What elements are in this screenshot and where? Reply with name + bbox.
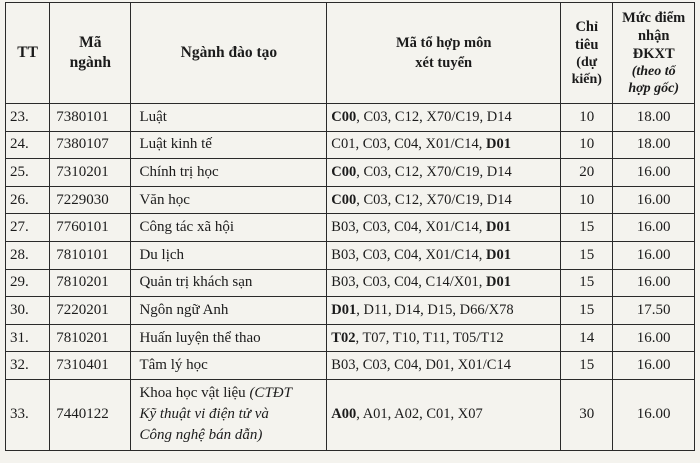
- cell-to-hop-part0: C01, C03, C04, X01/C14,: [331, 136, 486, 153]
- cell-to-hop-part0: B03, C03, C04, C14/X01,: [331, 274, 486, 291]
- cell-nganh-line1: [139, 383, 326, 404]
- cell-chi-tieu: 15: [561, 214, 613, 242]
- cell-to-hop-part0: A00: [331, 406, 357, 423]
- cell-nganh: Du lịch: [131, 241, 327, 269]
- cell-ma: 7380101: [50, 104, 131, 132]
- cell-nganh: Công tác xã hội: [131, 214, 327, 242]
- cell-tt: 23.: [6, 104, 50, 132]
- cell-muc-diem: 18.00: [613, 104, 695, 132]
- cell-chi-tieu: 15: [561, 241, 613, 269]
- cell-muc-diem: 16.00: [613, 379, 695, 450]
- table-row: [6, 352, 695, 380]
- cell-nganh-line1-text: Khoa học vật liệu: [139, 385, 250, 402]
- cell-muc-diem: 16.00: [613, 352, 695, 380]
- table-row: [6, 324, 695, 352]
- cell-tt: 33.: [6, 379, 50, 450]
- header-to-hop: [327, 3, 561, 104]
- table-row: [6, 214, 695, 242]
- cell-to-hop-part0: B03, C03, C04, X01/C14,: [331, 246, 486, 263]
- cell-nganh: Luật: [131, 104, 327, 132]
- header-muc-diem: [613, 3, 695, 104]
- header-chi-tieu: [561, 3, 613, 104]
- cell-muc-diem: 16.00: [613, 241, 695, 269]
- cell-nganh: Huấn luyện thể thao: [131, 324, 327, 352]
- table-row-last: [6, 379, 695, 450]
- cell-to-hop-part1: D01: [485, 274, 511, 291]
- cell-tt: 31.: [6, 324, 50, 352]
- table-row: [6, 131, 695, 159]
- cell-ma: 7810201: [50, 324, 131, 352]
- cell-to-hop-part1: D01: [485, 246, 511, 263]
- cell-muc-diem: 16.00: [613, 324, 695, 352]
- cell-muc-diem: 17.50: [613, 297, 695, 325]
- cell-to-hop: [327, 241, 561, 269]
- cell-tt: 24.: [6, 131, 50, 159]
- table-row: [6, 104, 695, 132]
- cell-to-hop: [327, 104, 561, 132]
- cell-to-hop-part1: , A01, A02, C01, X07: [356, 406, 483, 423]
- cell-muc-diem: 16.00: [613, 186, 695, 214]
- cell-to-hop: [327, 269, 561, 297]
- cell-muc-diem: 16.00: [613, 269, 695, 297]
- cell-to-hop: [327, 324, 561, 352]
- header-chi-tieu-2: tiêu: [575, 37, 599, 53]
- cell-nganh-line2: Kỹ thuật vi điện tử và: [139, 406, 269, 423]
- header-ma-line2: ngành: [69, 54, 112, 71]
- cell-to-hop: [327, 379, 561, 450]
- cell-chi-tieu: 10: [561, 186, 613, 214]
- cell-to-hop-part0: C00: [331, 163, 357, 180]
- header-ma-line1: Mã: [79, 34, 102, 51]
- cell-ma: 7810201: [50, 269, 131, 297]
- header-to-hop-line2: xét tuyển: [415, 55, 473, 71]
- cell-muc-diem: 18.00: [613, 131, 695, 159]
- cell-chi-tieu: 15: [561, 352, 613, 380]
- admission-table: [5, 2, 695, 451]
- cell-tt: 29.: [6, 269, 50, 297]
- cell-tt: 30.: [6, 297, 50, 325]
- cell-chi-tieu: 15: [561, 269, 613, 297]
- cell-to-hop: [327, 131, 561, 159]
- cell-nganh: Luật kinh tế: [131, 131, 327, 159]
- cell-to-hop-part1: D01: [485, 136, 511, 153]
- cell-chi-tieu: 14: [561, 324, 613, 352]
- table-row: [6, 269, 695, 297]
- cell-ma: 7440122: [50, 379, 131, 450]
- cell-tt: 25.: [6, 159, 50, 187]
- table-row: [6, 241, 695, 269]
- table-row: [6, 186, 695, 214]
- cell-to-hop-part1: , C03, C12, X70/C19, D14: [356, 163, 512, 180]
- cell-to-hop: [327, 186, 561, 214]
- cell-ma: 7760101: [50, 214, 131, 242]
- header-ma-nganh: [50, 3, 131, 104]
- cell-ma: 7810101: [50, 241, 131, 269]
- cell-to-hop-part1: , D11, D14, D15, D66/X78: [356, 301, 514, 318]
- header-muc-diem-1: Mức điểm: [622, 10, 686, 26]
- cell-nganh: Chính trị học: [131, 159, 327, 187]
- table-row: [6, 297, 695, 325]
- cell-to-hop-part0: T02: [331, 329, 356, 346]
- cell-chi-tieu: 30: [561, 379, 613, 450]
- cell-nganh: Quản trị khách sạn: [131, 269, 327, 297]
- cell-ma: 7310201: [50, 159, 131, 187]
- cell-tt: 32.: [6, 352, 50, 380]
- header-muc-diem-2: nhận: [637, 28, 670, 44]
- cell-to-hop: [327, 159, 561, 187]
- cell-to-hop-part1: , T07, T10, T11, T05/T12: [355, 329, 504, 346]
- table-row: [6, 159, 695, 187]
- cell-nganh: Văn học: [131, 186, 327, 214]
- cell-muc-diem: 16.00: [613, 214, 695, 242]
- header-muc-diem-3: ĐKXT: [632, 46, 675, 62]
- cell-ma: 7380107: [50, 131, 131, 159]
- header-chi-tieu-4: kiến): [571, 72, 602, 87]
- cell-tt: 26.: [6, 186, 50, 214]
- cell-to-hop-part1: , C03, C12, X70/C19, D14: [356, 191, 512, 208]
- cell-chi-tieu: 10: [561, 104, 613, 132]
- cell-nganh-line3: Công nghệ bán dẫn): [139, 427, 263, 444]
- cell-nganh: [131, 379, 327, 450]
- cell-to-hop: [327, 214, 561, 242]
- cell-to-hop-part0: C00: [331, 108, 357, 125]
- table-body: [6, 104, 695, 451]
- header-chi-tieu-1: Chỉ: [575, 19, 599, 35]
- cell-to-hop-part0: D01: [331, 301, 357, 318]
- cell-chi-tieu: 15: [561, 297, 613, 325]
- cell-to-hop-part0: B03, C03, C04, D01, X01/C14: [331, 357, 511, 374]
- header-nganh: Ngành đào tạo: [131, 3, 327, 104]
- cell-tt: 27.: [6, 214, 50, 242]
- cell-to-hop-part1: , C03, C12, X70/C19, D14: [356, 108, 512, 125]
- cell-chi-tieu: 20: [561, 159, 613, 187]
- header-tt: TT: [6, 3, 50, 104]
- header-muc-diem-note-2: hợp gốc): [628, 81, 680, 96]
- cell-muc-diem: 16.00: [613, 159, 695, 187]
- cell-to-hop: [327, 297, 561, 325]
- cell-nganh: Tâm lý học: [131, 352, 327, 380]
- header-row: [6, 3, 695, 104]
- cell-ma: 7229030: [50, 186, 131, 214]
- header-muc-diem-note-1: (theo tổ: [631, 64, 676, 79]
- cell-to-hop-part0: C00: [331, 191, 357, 208]
- cell-tt: 28.: [6, 241, 50, 269]
- cell-to-hop-part0: B03, C03, C04, X01/C14,: [331, 219, 486, 236]
- cell-ma: 7310401: [50, 352, 131, 380]
- header-to-hop-line1: Mã tổ hợp môn: [395, 35, 492, 51]
- cell-ma: 7220201: [50, 297, 131, 325]
- cell-nganh-line1-italic: (CTĐT: [249, 385, 292, 402]
- cell-nganh: Ngôn ngữ Anh: [131, 297, 327, 325]
- cell-to-hop-part1: D01: [485, 219, 511, 236]
- header-chi-tieu-3: (dự: [576, 55, 598, 70]
- cell-chi-tieu: 10: [561, 131, 613, 159]
- cell-to-hop: [327, 352, 561, 380]
